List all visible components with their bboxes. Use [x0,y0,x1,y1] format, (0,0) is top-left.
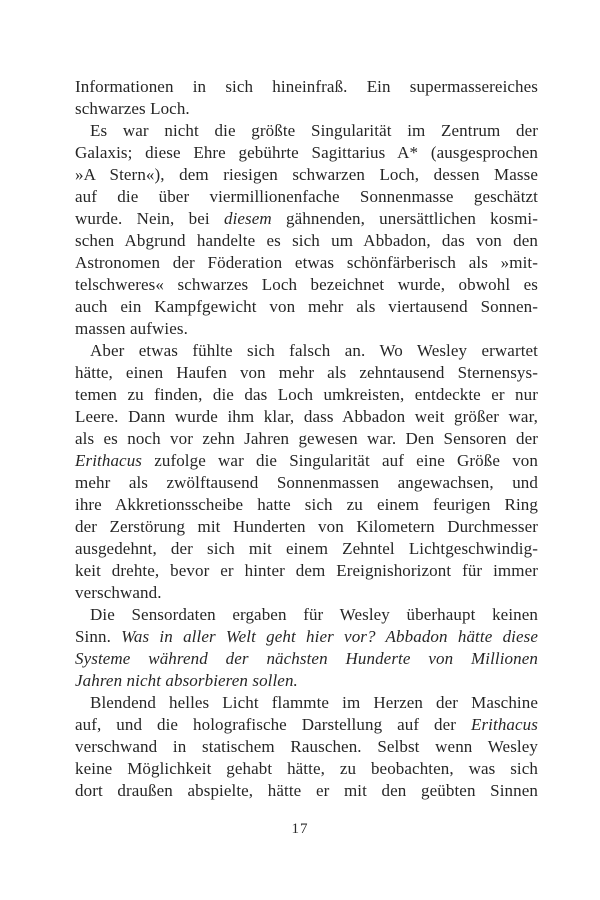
text-line [75,340,538,362]
text-line [75,76,538,98]
text-line [75,736,538,758]
text-line [75,406,538,428]
text-segment: auch ein Kampfgewicht von mehr als viertausend Sonnen- [75,297,538,316]
italic-text-segment: diesem [223,209,272,228]
text-segment: Informationen in sich hineinfraß. Ein supermassereiches [75,77,538,96]
text-segment: temen zu finden, die das Loch umkreisten, entdeckte er nur [75,385,538,404]
text-line [75,450,538,472]
text-line [75,494,538,516]
text-segment: Blendend helles Licht flammte im Herzen der Maschine [90,693,538,712]
paragraph [75,76,538,120]
text-line [75,252,538,274]
text-segment: keit drehte, bevor er hinter dem Ereignishorizont für immer [75,561,538,580]
text-line [75,428,538,450]
text-segment: dort draußen abspielte, hätte er mit den geübten Sinnen [75,781,538,800]
text-line [75,142,538,164]
text-line [75,120,538,142]
text-line [75,98,538,120]
text-segment: Galaxis; diese Ehre gebührte Sagittarius A* (ausgesprochen [75,143,538,162]
text-line [75,318,538,340]
text-block [75,76,538,802]
text-line [75,274,538,296]
text-segment: auf, und die holografische Darstellung auf der [75,715,471,734]
paragraph [75,340,538,604]
paragraph [75,604,538,692]
italic-text-segment: Systeme während der nächsten Hunderte von Millionen [75,649,538,668]
text-segment: ausgedehnt, der sich mit einem Zehntel Lichtgeschwindig- [75,539,538,558]
text-line [75,362,538,384]
italic-text-segment: Was in aller Welt geht hier vor? Abbadon hätte diese [121,627,539,646]
text-segment: wurde. Nein, bei [75,209,224,228]
text-line [75,714,538,736]
page-number: 17 [291,821,309,837]
text-line [75,538,538,560]
text-segment: »A Stern«), dem riesigen schwarzen Loch, dessen Masse [75,165,538,184]
text-line [75,296,538,318]
text-line [75,208,538,230]
text-segment: verschwand. [75,583,162,602]
text-line [75,604,538,626]
text-segment: gähnenden, unersättlichen kosmi- [271,209,539,228]
text-segment: Leere. Dann wurde ihm klar, dass Abbadon weit größer war, [75,407,538,426]
text-segment: ihre Akkretionsscheibe hatte sich zu einem feurigen Ring [75,495,538,514]
text-segment: Die Sensordaten ergaben für Wesley überhaupt keinen [90,605,538,624]
text-segment: verschwand in statischem Rauschen. Selbst wenn Wesley [75,737,538,756]
italic-text-segment: Erithacus [470,715,538,734]
text-line [75,582,538,604]
text-line [75,626,538,648]
text-line [75,164,538,186]
text-line [75,758,538,780]
text-line [75,230,538,252]
text-segment: keine Möglichkeit gehabt hätte, zu beobachten, was sich [75,759,538,778]
text-segment: hätte, einen Haufen von mehr als zehntausend Sternensys- [75,363,538,382]
text-segment: schwarzes Loch. [75,99,190,118]
text-segment: als es noch vor zehn Jahren gewesen war. Den Sensoren der [75,429,538,448]
text-segment: Astronomen der Föderation etwas schönfärberisch als »mit- [75,253,538,272]
text-segment: Aber etwas fühlte sich falsch an. Wo Wesley erwartet [90,341,538,360]
text-segment: auf die über viermillionenfache Sonnenmasse geschätzt [75,187,538,206]
text-line [75,186,538,208]
text-line [75,560,538,582]
text-line [75,670,538,692]
page-footer [0,818,600,840]
paragraph [75,120,538,340]
text-line [75,648,538,670]
text-segment: der Zerstörung mit Hunderten von Kilometern Durchmesser [75,517,538,536]
text-segment: Es war nicht die größte Singularität im Zentrum der [90,121,538,140]
paragraph [75,692,538,802]
text-segment: schen Abgrund handelte es sich um Abbadon, das von den [75,231,538,250]
text-line [75,516,538,538]
text-segment: zufolge war die Singularität auf eine Größe von [142,451,538,470]
text-line [75,692,538,714]
text-line [75,384,538,406]
text-segment: Sinn. [75,627,122,646]
italic-text-segment: Jahren nicht absorbieren sollen. [75,671,298,690]
text-segment: mehr als zwölftausend Sonnenmassen angewachsen, und [75,473,538,492]
text-segment: telschweres« schwarzes Loch bezeichnet wurde, obwohl es [75,275,538,294]
text-line [75,780,538,802]
text-line [75,472,538,494]
text-segment: massen aufwies. [75,319,188,338]
italic-text-segment: Erithacus [75,451,143,470]
